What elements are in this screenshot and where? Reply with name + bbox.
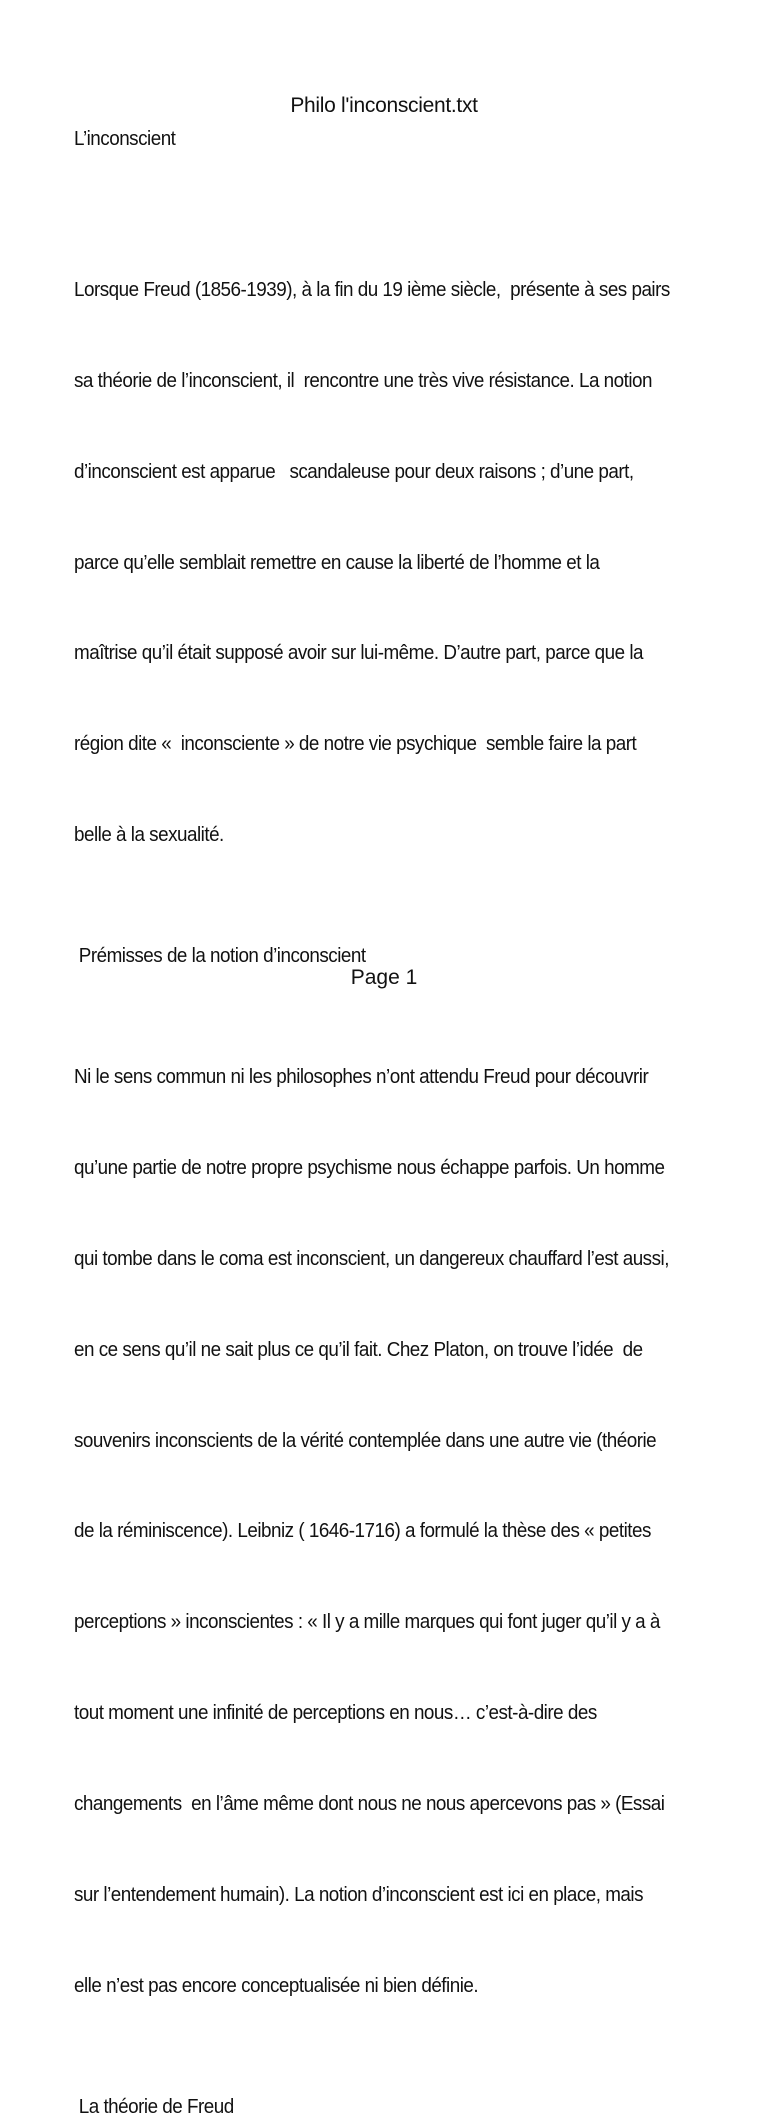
document-body	[74, 124, 718, 2122]
paragraph-line: Ni le sens commun ni les philosophes n’ont attendu Freud pour découvrir	[74, 1065, 649, 1089]
paragraph-line: tout moment une infinité de perceptions en nous… c’est-à-dire des	[74, 1701, 597, 1725]
heading: L’inconscient	[74, 127, 176, 150]
paragraph-line: elle n’est pas encore conceptualisée ni bien définie.	[74, 1973, 479, 1997]
paragraph-line: belle à la sexualité.	[74, 823, 224, 847]
paragraph-line: Lorsque Freud (1856-1939), à la fin du 19 ième siècle, présente à ses pairs	[74, 277, 670, 301]
paragraph-line: perceptions » inconscientes : « Il y a mille marques qui font juger qu’il y a à	[74, 1610, 660, 1634]
paragraph-line: qu’une partie de notre propre psychisme nous échappe parfois. Un homme	[74, 1155, 665, 1179]
paragraph-1	[74, 214, 718, 911]
paragraph-line: de la réminiscence). Leibniz ( 1646-1716) a formulé la thèse des « petites	[74, 1519, 651, 1543]
paragraph-line: changements en l’âme même dont nous ne nous apercevons pas » (Essai	[74, 1792, 665, 1816]
section-title-premisses: Prémisses de la notion d’inconscient	[74, 944, 366, 968]
file-title: Philo l'inconscient.txt	[290, 94, 478, 117]
paragraph-line: maîtrise qu’il était supposé avoir sur lui-même. D’autre part, parce que la	[74, 641, 643, 665]
paragraph-line: sur l’entendement humain). La notion d’inconscient est ici en place, mais	[74, 1883, 644, 1907]
paragraph-line: en ce sens qu’il ne sait plus ce qu’il fait. Chez Platon, on trouve l’idée de	[74, 1337, 643, 1361]
page-number: Page 1	[350, 966, 418, 989]
paragraph-line: qui tombe dans le coma est inconscient, un dangereux chauffard l’est aussi,	[74, 1246, 669, 1270]
paragraph-line: région dite « inconsciente » de notre vie psychique semble faire la part	[74, 732, 637, 756]
paragraph-line: d’inconscient est apparue scandaleuse pour deux raisons ; d’une part,	[74, 459, 634, 483]
paragraph-line: souvenirs inconscients de la vérité contemplée dans une autre vie (théorie	[74, 1428, 657, 1452]
paragraph-line: parce qu’elle semblait remettre en cause la liberté de l’homme et la	[74, 550, 600, 574]
section-title-freud: La théorie de Freud	[74, 2094, 234, 2118]
paragraph-2	[74, 1001, 718, 2061]
paragraph-line: sa théorie de l’inconscient, il rencontre une très vive résistance. La notion	[74, 368, 653, 392]
